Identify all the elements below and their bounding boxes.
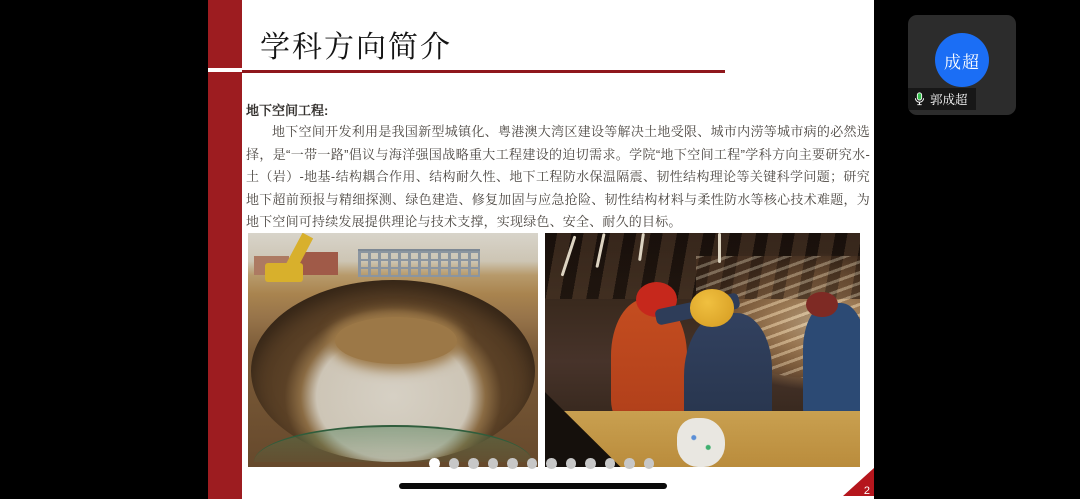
- carousel-dot[interactable]: [566, 458, 577, 469]
- dark-red-helmet: [806, 292, 838, 318]
- carousel-dot[interactable]: [449, 458, 460, 469]
- carousel-dot[interactable]: [644, 458, 655, 469]
- carousel-dot[interactable]: [605, 458, 616, 469]
- participant-name: 郭成超: [930, 93, 968, 107]
- anchor-rod: [718, 233, 721, 263]
- slide-title: 学科方向简介: [260, 31, 452, 64]
- excavator: [265, 263, 303, 282]
- carousel-dot[interactable]: [585, 458, 596, 469]
- participant-name-bar: [908, 88, 976, 110]
- page-number: 2: [863, 485, 870, 497]
- slide-canvas: [208, 0, 874, 499]
- earth-mound: [335, 317, 457, 364]
- carousel-dot[interactable]: [429, 458, 440, 469]
- slide-accent-bar: [208, 0, 242, 499]
- tunnel-workers-photo: [545, 233, 860, 467]
- participant-video-tile[interactable]: [908, 15, 1016, 115]
- participant-avatar: [935, 33, 989, 87]
- section-paragraph: 地下空间开发利用是我国新型城镇化、粤港澳大湾区建设等解决土地受限、城市内涝等城市病的必然选择，是“一带一路”倡议与海洋强国战略重大工程建设的迫切需求。学院“地下空间工程”学科方向主要研究水-土（岩）-地基-结构耦合作用、结构耐久性、地下工程防水保温隔震、韧性结构理论等关键科学问题；研究地下超前预报与精细探测、绿色建造、修复加固与应急抢险、韧性结构材料与柔性防水等核心技术难题，为地下空间可持续发展提供理论与技术支撑，实现绿色、安全、耐久的目标。: [246, 124, 870, 229]
- carousel-dot[interactable]: [624, 458, 635, 469]
- carousel-dot[interactable]: [507, 458, 518, 469]
- yellow-helmet: [690, 289, 734, 326]
- home-indicator[interactable]: [399, 483, 667, 489]
- carousel-dot[interactable]: [527, 458, 538, 469]
- steel-frame-structure: [358, 249, 480, 277]
- avatar-initials: 成超: [944, 52, 980, 72]
- carousel-dot[interactable]: [468, 458, 479, 469]
- carousel-dot[interactable]: [546, 458, 557, 469]
- brick-building: [300, 252, 338, 275]
- microphone-icon: [913, 91, 926, 107]
- title-underline: [242, 70, 725, 73]
- construction-site-photo: [248, 233, 538, 467]
- slide-accent-bar-gap: [208, 68, 242, 72]
- carousel-dots: [429, 458, 654, 469]
- crouching-worker: [803, 303, 860, 420]
- section-heading: 地下空间工程:: [246, 103, 329, 118]
- carousel-dot[interactable]: [488, 458, 499, 469]
- white-bag: [677, 418, 724, 467]
